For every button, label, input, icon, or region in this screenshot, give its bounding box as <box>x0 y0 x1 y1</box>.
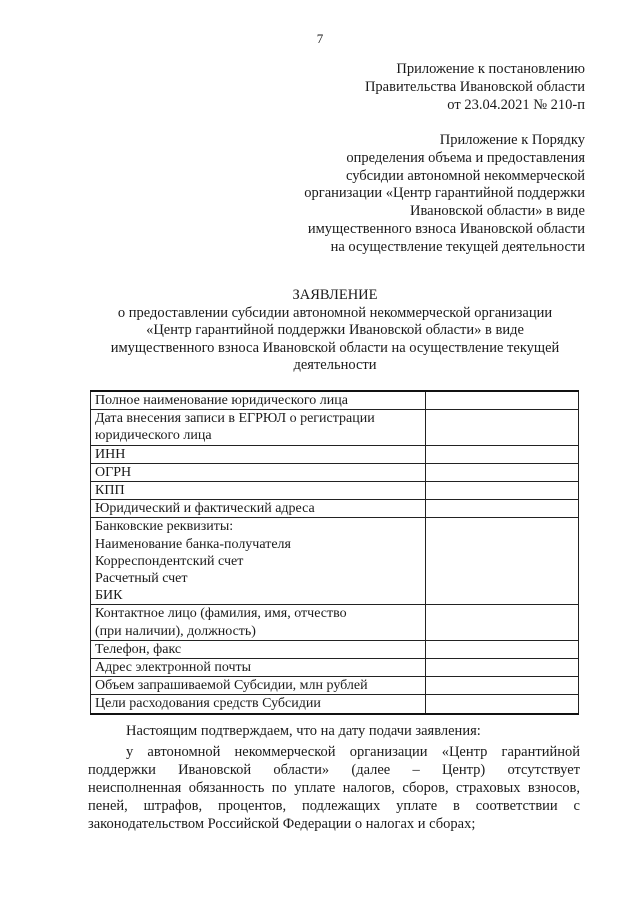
field-label-line: Юридический и фактический адреса <box>95 501 315 517</box>
appendix-resolution-line: от 23.04.2021 № 210-п <box>447 96 585 113</box>
field-label-line: Телефон, факс <box>95 641 182 657</box>
field-label-line: Контактное лицо (фамилия, имя, отчество <box>95 606 347 622</box>
table-row <box>91 659 579 677</box>
field-label-line: Наименование банка-получателя <box>95 536 291 552</box>
appendix-procedure-line: определения объема и предоставления <box>346 149 585 166</box>
document-title-line: деятельности <box>293 357 377 373</box>
field-label-line: КПП <box>95 483 125 499</box>
appendix-procedure-line: Приложение к Порядку <box>439 132 585 148</box>
field-label-line: (при наличии), должность) <box>95 623 256 639</box>
field-value-cell[interactable] <box>425 605 578 640</box>
field-label-line: Объем запрашиваемой Субсидии, млн рублей <box>95 678 368 694</box>
field-label-line: юридического лица <box>95 428 212 444</box>
document-title-line: о предоставлении субсидии автономной некоммерческой организации <box>117 304 553 321</box>
table-row <box>91 482 579 500</box>
confirmation-intro: Настоящим подтверждаем, что на дату подачи заявления: <box>126 723 481 739</box>
table-row <box>91 445 579 463</box>
field-value-cell[interactable] <box>425 518 578 605</box>
confirmation-paragraph <box>88 743 580 833</box>
appendix-procedure-header <box>304 132 585 257</box>
field-value-cell[interactable] <box>425 695 578 714</box>
field-label <box>91 500 426 518</box>
table-row <box>91 463 579 481</box>
table-row <box>91 518 579 605</box>
table-row <box>91 410 579 445</box>
field-value-cell[interactable] <box>425 500 578 518</box>
field-value-cell[interactable] <box>425 410 578 445</box>
appendix-procedure-line: имущественного взноса Ивановской области <box>307 220 585 237</box>
field-label-line: Цели расходования средств Субсидии <box>95 696 321 712</box>
appendix-resolution-line: Приложение к постановлению <box>396 61 585 77</box>
appendix-procedure-line: на осуществление текущей деятельности <box>330 238 585 255</box>
field-value-cell[interactable] <box>425 391 578 410</box>
field-label <box>91 482 426 500</box>
field-value-cell[interactable] <box>425 445 578 463</box>
table-row <box>91 391 579 410</box>
paragraph-line: поддержки Ивановской области» (далее – Центр) отсутствует <box>88 762 580 778</box>
paragraph-line: законодательством Российской Федерации о налогах и сборах; <box>88 816 476 832</box>
appendix-procedure-line: организации «Центр гарантийной поддержки <box>304 185 585 202</box>
appendix-resolution-header <box>365 61 585 114</box>
field-label <box>91 391 426 410</box>
field-label <box>91 445 426 463</box>
field-label-line: ОГРН <box>95 464 132 480</box>
appendix-resolution-line: Правительства Ивановской области <box>364 78 585 95</box>
document-title <box>88 287 582 375</box>
appendix-procedure-line: субсидии автономной некоммерческой <box>345 167 585 184</box>
field-value-cell[interactable] <box>425 463 578 481</box>
table-row <box>91 695 579 714</box>
document-title-line: «Центр гарантийной поддержки Ивановской области» в виде <box>146 322 524 338</box>
table-row <box>91 640 579 658</box>
field-label-line: Корреспондентский счет <box>95 553 244 569</box>
paragraph-line: неисполненная обязанность по уплате налогов, сборов, страховых взносов, <box>88 780 580 796</box>
field-label-line: ИНН <box>95 446 126 462</box>
field-label-line: Расчетный счет <box>95 571 188 587</box>
appendix-procedure-line: Ивановской области» в виде <box>410 203 585 220</box>
field-label <box>91 518 426 605</box>
field-label-line: Полное наименование юридического лица <box>95 393 348 408</box>
document-title-main: ЗАЯВЛЕНИЕ <box>292 287 378 303</box>
field-label <box>91 410 426 445</box>
field-value-cell[interactable] <box>425 640 578 658</box>
field-label <box>91 605 426 640</box>
paragraph-line: у автономной некоммерческой организации «Центр гарантийной <box>126 744 580 760</box>
field-label-line: Дата внесения записи в ЕГРЮЛ о регистрации <box>95 411 375 427</box>
field-label-line: Адрес электронной почты <box>95 660 252 676</box>
paragraph-line: пеней, штрафов, процентов, подлежащих уплате в соответствии с <box>88 798 580 814</box>
field-value-cell[interactable] <box>425 677 578 695</box>
field-label <box>91 659 426 677</box>
table-row <box>91 500 579 518</box>
table-row <box>91 677 579 695</box>
application-form-table <box>90 390 579 715</box>
field-value-cell[interactable] <box>425 482 578 500</box>
field-label-line: БИК <box>95 588 123 604</box>
document-title-line: имущественного взноса Ивановской области на осуществление текущей <box>110 339 560 356</box>
field-label <box>91 463 426 481</box>
table-row <box>91 605 579 640</box>
field-label <box>91 677 426 695</box>
field-value-cell[interactable] <box>425 659 578 677</box>
page-number: 7 <box>316 31 324 46</box>
field-label-line: Банковские реквизиты: <box>95 519 234 535</box>
field-label <box>91 640 426 658</box>
field-label <box>91 695 426 714</box>
